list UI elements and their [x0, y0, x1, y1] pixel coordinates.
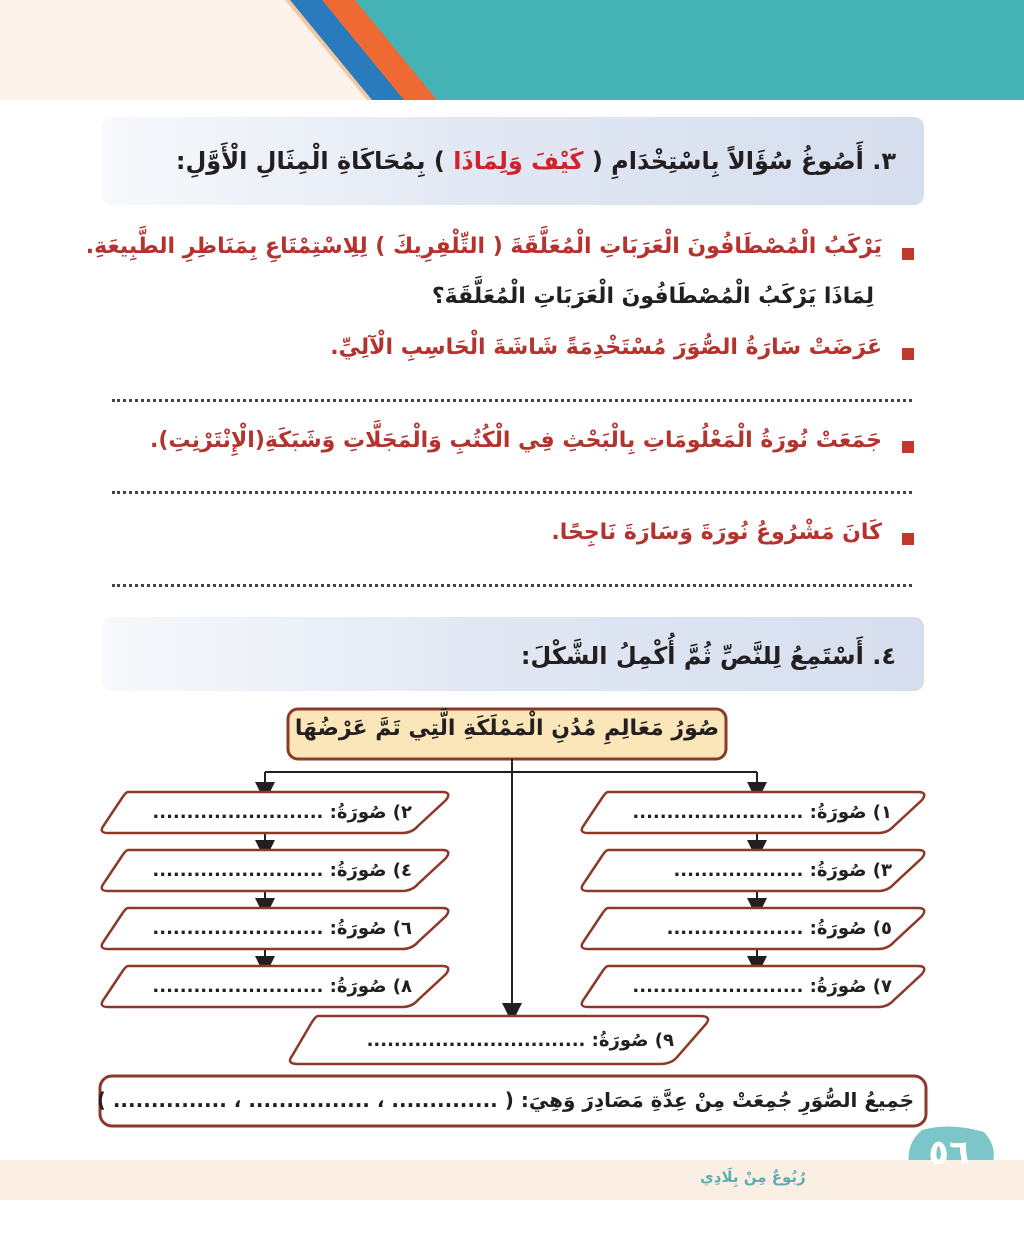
example-answer: لِمَاذَا يَرْكَبُ الْمُصْطَافُونَ الْعَرَبَاتِ الْمُعَلَّقَةَ؟: [431, 284, 874, 309]
picture-6-field[interactable]: ٦) صُورَةُ: .........................: [152, 918, 412, 939]
picture-8-field[interactable]: ٨) صُورَةُ: .........................: [152, 976, 412, 997]
picture-3-field[interactable]: ٣) صُورَةُ: ...................: [673, 860, 892, 881]
question3-title-end: ) بِمُحَاكَاةِ الْمِثَالِ الْأَوَّلِ:: [175, 147, 445, 175]
sources-summary-field[interactable]: جَمِيعُ الصُّوَرِ جُمِعَتْ مِنْ عِدَّةِ مَصَادِرَ وَهِيَ: ( .............. ، ................ ، ............... ): [96, 1088, 914, 1112]
question3-title-start: ٣. أَصُوغُ سُؤَالاً بِاسْتِخْدَامِ (: [591, 147, 896, 175]
picture-7-field[interactable]: ٧) صُورَةُ: .........................: [632, 976, 892, 997]
diagram-header-label: صُوَرُ مَعَالِمِ مُدُنِ الْمَمْلَكَةِ الَّتِي تَمَّ عَرْضُهَا: [294, 716, 720, 741]
statement-2: جَمَعَتْ نُورَةُ الْمَعْلُومَاتِ بِالْبَحْثِ فِي الْكُتُبِ وَالْمَجَلَّاتِ وَشَبَكَةِ(الْإِنْتَرْنِتِ).: [150, 428, 882, 453]
statement-1: عَرَضَتْ سَارَةُ الصُّوَرَ مُسْتَخْدِمَةً شَاشَةَ الْحَاسِبِ الْآلِيِّ.: [330, 335, 882, 360]
picture-1-field[interactable]: ١) صُورَةُ: .........................: [632, 802, 892, 823]
page-number: ٥٦: [928, 1133, 970, 1173]
statement-3: كَانَ مَشْرُوعُ نُورَةَ وَسَارَةَ نَاجِحًا.: [551, 520, 882, 545]
bottom-decoration-band: [0, 1160, 1024, 1200]
picture-2-field[interactable]: ٢) صُورَةُ: .........................: [152, 802, 412, 823]
book-title: رُبُوعٌ مِنْ بِلَادِي: [700, 1168, 806, 1186]
question4-title: ٤. أَسْتَمِعُ لِلنَّصِّ ثُمَّ أُكْمِلُ الشَّكْلَ:: [520, 642, 896, 670]
question3-title-highlight: كَيْفَ وَلِمَاذَا: [453, 147, 584, 175]
picture-9-field[interactable]: ٩) صُورَةُ: ................................: [366, 1030, 674, 1051]
example-statement: يَرْكَبُ الْمُصْطَافُونَ الْعَرَبَاتِ الْمُعَلَّقَةَ ( التِّلْفِرِيكَ ) لِلِاسْتِمْتَاعِ بِمَنَاظِرِ الطَّبِيعَةِ.: [85, 234, 882, 259]
picture-4-field[interactable]: ٤) صُورَةُ: .........................: [152, 860, 412, 881]
picture-5-field[interactable]: ٥) صُورَةُ: ....................: [666, 918, 892, 939]
